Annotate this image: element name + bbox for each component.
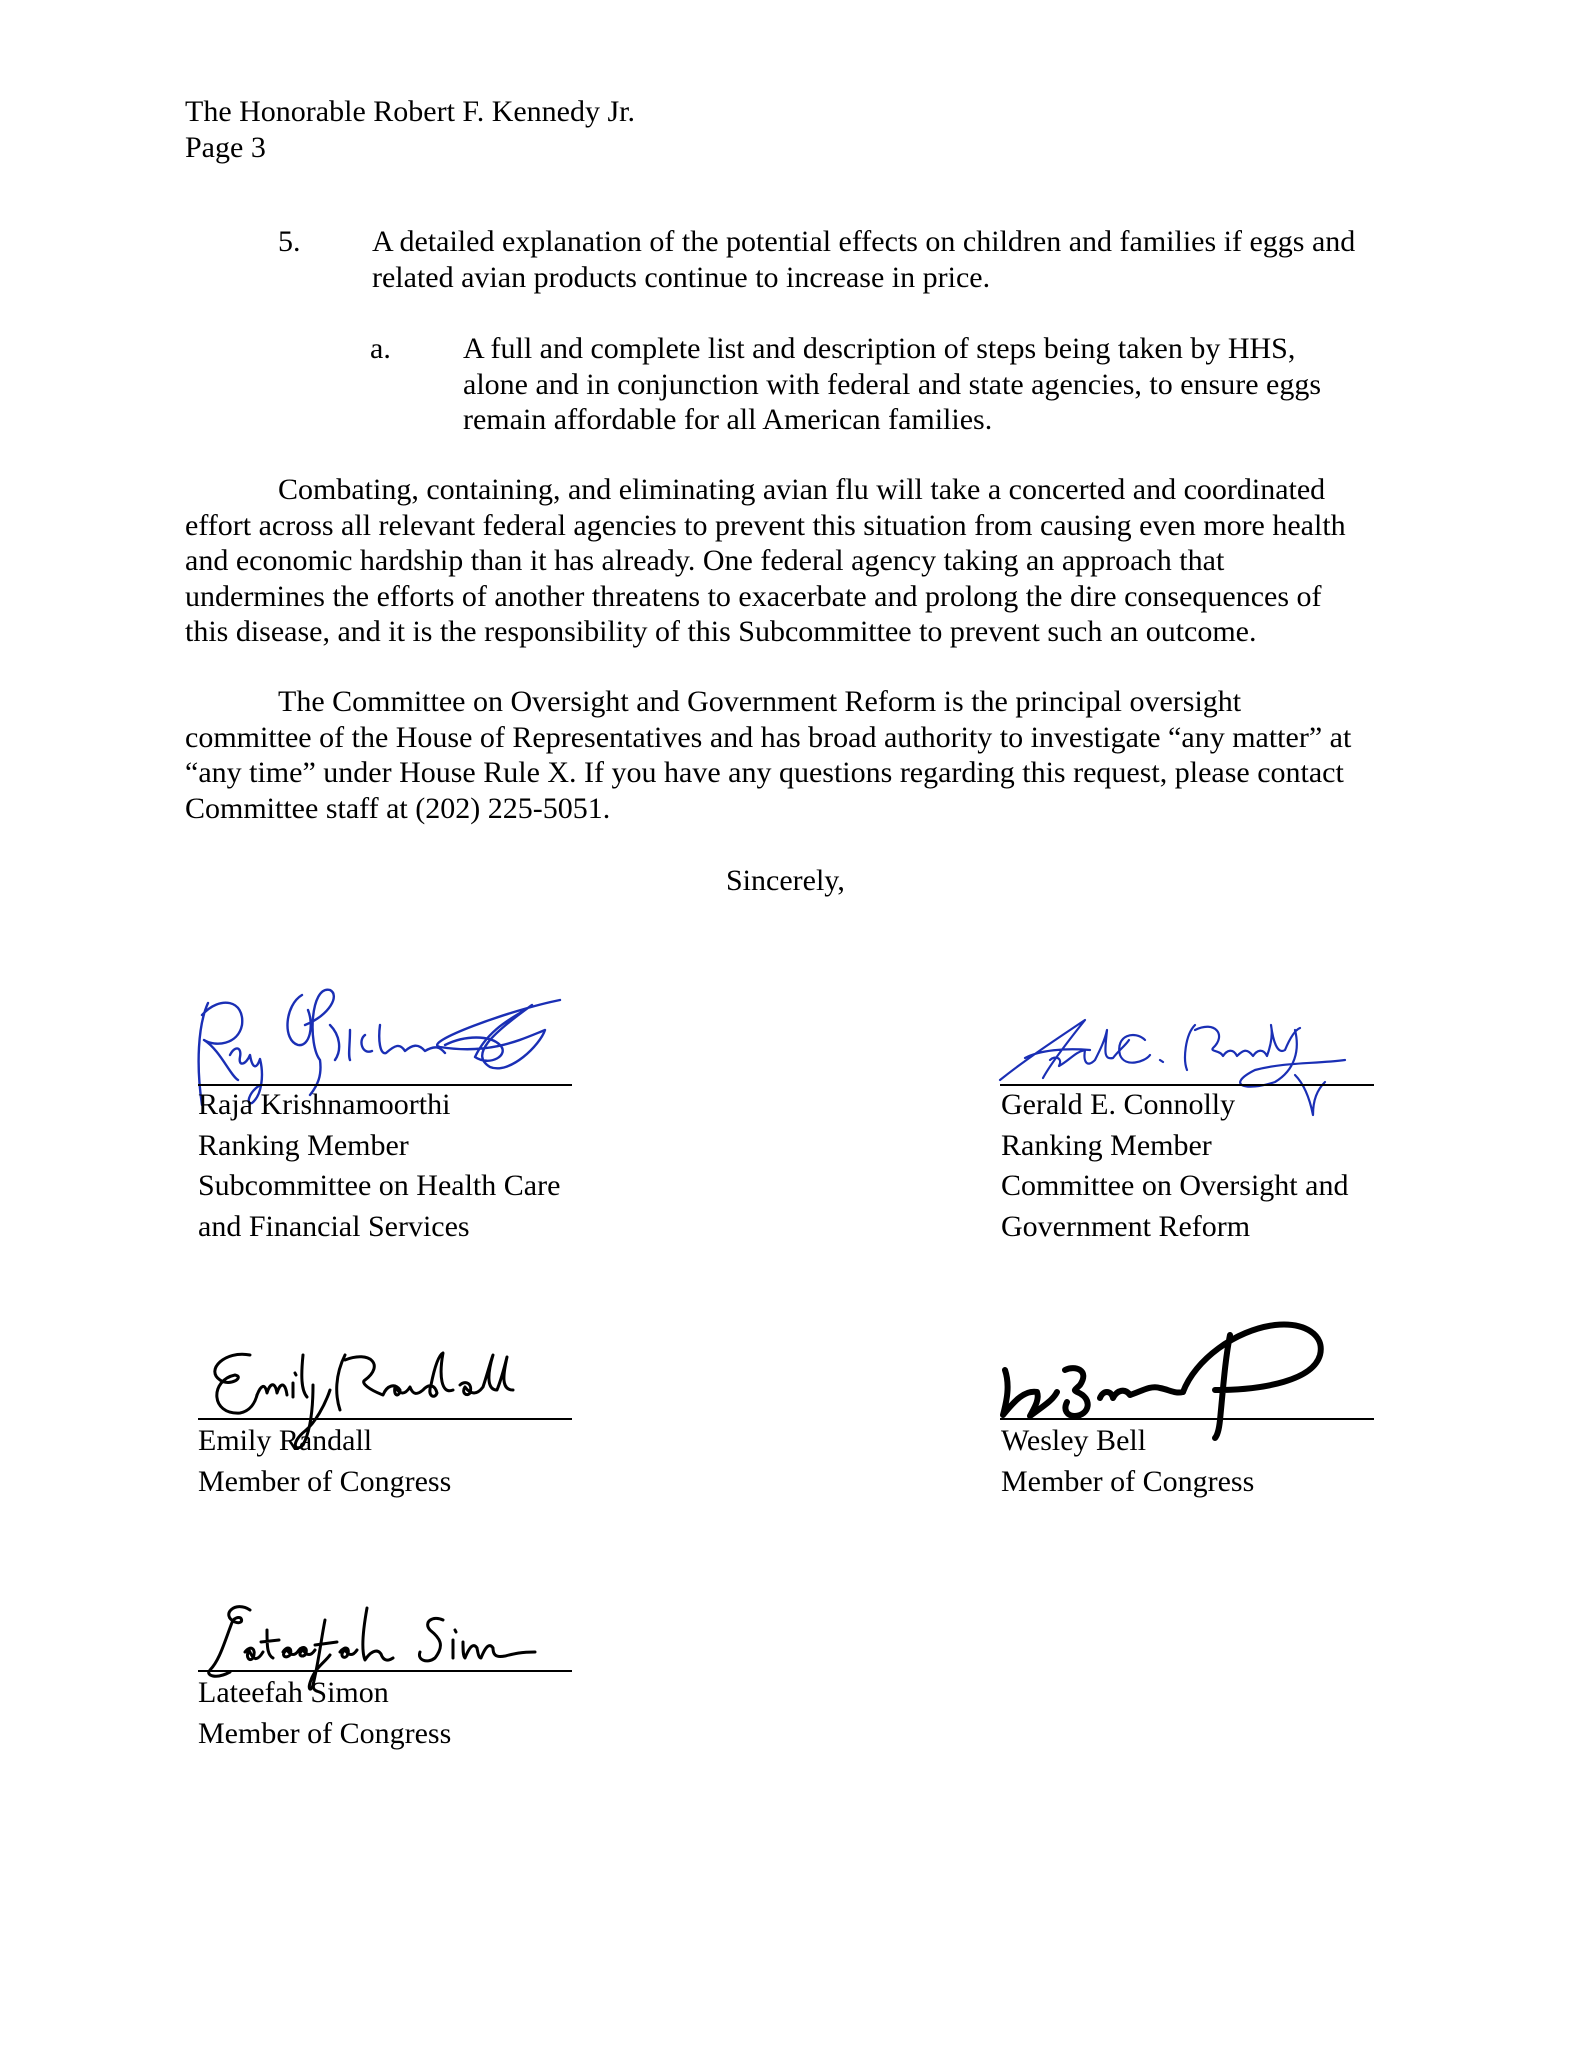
signatory-title: Member of Congress xyxy=(1001,1464,1255,1498)
paragraph-line: effort across all relevant federal agencies to prevent this situation from causing even more health xyxy=(185,508,1346,542)
page-number: Page 3 xyxy=(185,131,266,164)
signatory-title: Ranking Member xyxy=(198,1128,409,1162)
signatory-name: Lateefah Simon xyxy=(198,1676,389,1709)
addressee-line: The Honorable Robert F. Kennedy Jr. xyxy=(185,95,635,128)
paragraph-line: undermines the efforts of another threatens to exacerbate and prolong the dire consequences of xyxy=(185,579,1322,613)
paragraph-line: and economic hardship than it has already. One federal agency taking an approach that xyxy=(185,544,1225,577)
paragraph-line: this disease, and it is the responsibility of this Subcommittee to prevent such an outcome. xyxy=(185,615,1257,648)
signatory-title: Subcommittee on Health Care xyxy=(198,1169,561,1202)
paragraph-line: Combating, containing, and eliminating avian flu will take a concerted and coordinated xyxy=(278,473,1326,506)
signatory-block-simon xyxy=(198,1673,451,1754)
closing-salutation: Sincerely, xyxy=(726,864,845,897)
signature-line xyxy=(198,1670,572,1672)
paragraph-avian-flu xyxy=(185,472,1346,650)
paragraph-committee-authority xyxy=(185,684,1351,826)
paragraph-line: The Committee on Oversight and Government Reform is the principal oversight xyxy=(278,685,1242,718)
signatory-title: Committee on Oversight and xyxy=(1001,1169,1349,1202)
item-5-text xyxy=(372,224,1355,295)
subitem-letter: a. xyxy=(370,332,391,365)
item-5a-line: alone and in conjunction with federal and state agencies, to ensure eggs xyxy=(463,367,1322,401)
paragraph-line: Committee staff at (202) 225-5051. xyxy=(185,791,611,825)
signatory-title: Government Reform xyxy=(1001,1209,1251,1243)
item-5-line: A detailed explanation of the potential effects on children and families if eggs and xyxy=(372,225,1356,258)
signatory-name: Gerald E. Connolly xyxy=(1001,1088,1236,1121)
item-5a-line: A full and complete list and description of steps being taken by HHS, xyxy=(463,332,1296,365)
signature-line xyxy=(1000,1418,1374,1420)
item-5-line: related avian products continue to increase in price. xyxy=(372,260,991,294)
item-5a-line: remain affordable for all American families. xyxy=(463,403,993,436)
signatory-title: Member of Congress xyxy=(198,1464,452,1498)
signatory-block-krishnamoorthi xyxy=(198,1085,560,1247)
signatory-name: Wesley Bell xyxy=(1001,1424,1147,1457)
signatory-title: Member of Congress xyxy=(198,1716,452,1750)
signatory-block-randall xyxy=(198,1421,451,1502)
paragraph-line: “any time” under House Rule X. If you have any questions regarding this request, please contact xyxy=(185,756,1344,789)
item-number: 5. xyxy=(278,225,301,258)
paragraph-line: committee of the House of Representatives and has broad authority to investigate “any matter” at xyxy=(185,720,1352,754)
signatory-name: Raja Krishnamoorthi xyxy=(198,1088,451,1121)
signatory-block-bell xyxy=(1001,1421,1254,1502)
signature-line xyxy=(198,1418,572,1420)
signatory-title: Ranking Member xyxy=(1001,1128,1212,1162)
signatory-title: and Financial Services xyxy=(198,1209,470,1243)
signatory-block-connolly xyxy=(1001,1085,1348,1247)
signatory-name: Emily Randall xyxy=(198,1424,373,1457)
item-5a-text xyxy=(463,331,1321,438)
